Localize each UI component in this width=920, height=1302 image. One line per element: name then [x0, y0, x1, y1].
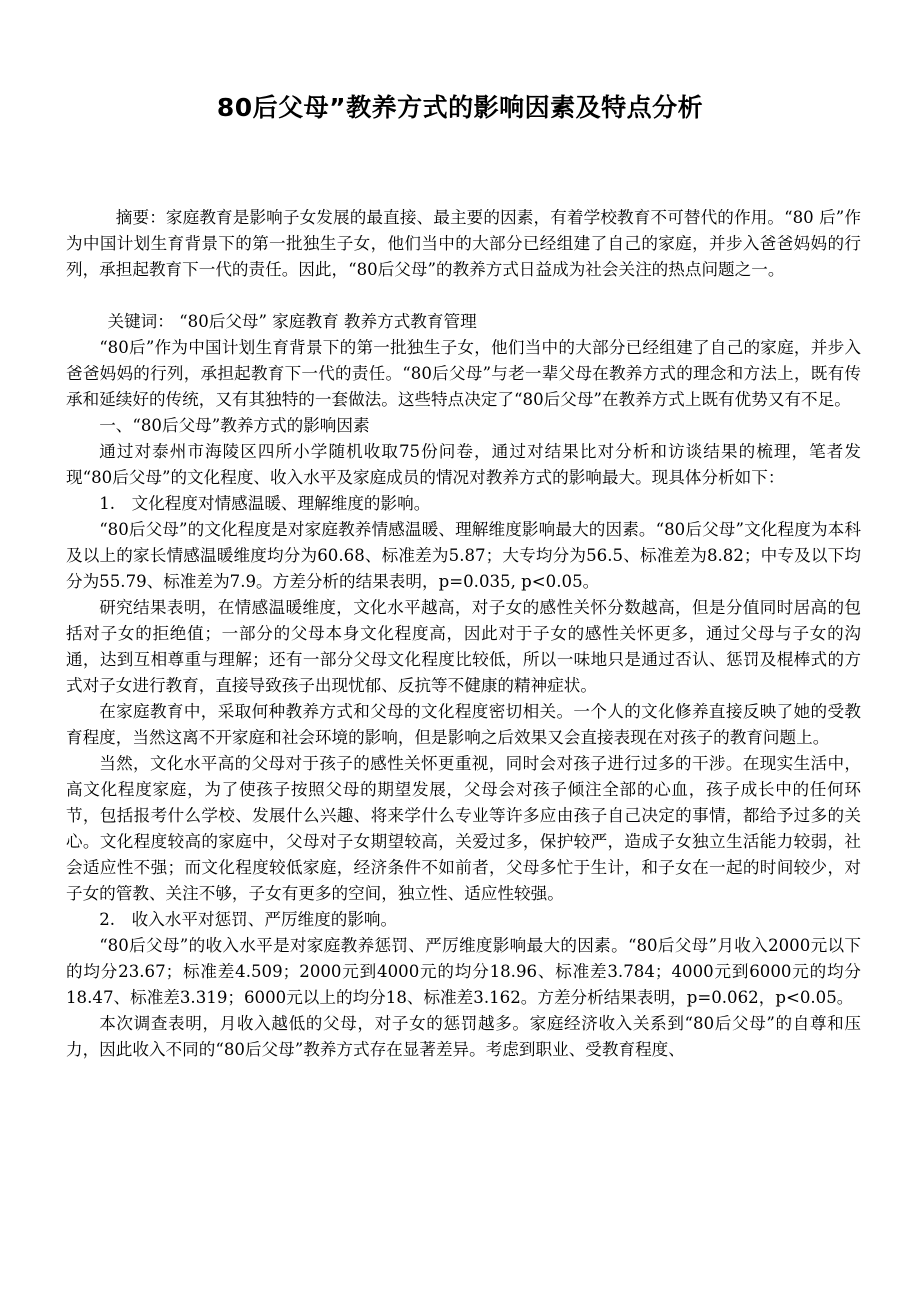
document-title: 80后父母”教养方式的影响因素及特点分析	[216, 93, 704, 122]
body-paragraph: 研究结果表明，在情感温暖维度，文化水平越高，对子女的感性关怀分数越高，但是分值同时居高的包括对子女的拒绝值；一部分的父母本身文化程度高，因此对于子女的感性关怀更多，通过父母与子女的沟通，达到互相尊重与理解；还有一部分父母文化程度比较低，所以一味地只是通过否认、惩罚及棍棒式的方式对子女进行教育，直接导致孩子出现忧郁、反抗等不健康的精神症状。	[66, 598, 861, 695]
body-paragraph: 当然，文化水平高的父母对于孩子的感性关怀更重视，同时会对孩子进行过多的干涉。在现实生活中，高文化程度家庭，为了使孩子按照父母的期望发展，父母会对孩子倾注全部的心血，孩子成长中的任何环节，包括报考什么学校、发展什么兴趣、将来学什么专业等许多应由孩子自己决定的事情，都给予过多的关心。文化程度较高的家庭中，父母对子女期望较高，关爱过多，保护较严，造成子女独立生活能力较弱，社会适应性不强；而文化程度较低家庭，经济条件不如前者，父母多忙于生计，和子女在一起的时间较少，对子女的管教、关注不够，子女有更多的空间，独立性、适应性较强。	[66, 754, 861, 903]
body-paragraph: 通过对泰州市海陵区四所小学随机收取75份问卷，通过对结果比对分析和访谈结果的梳理，笔者发现“80后父母”的文化程度、收入水平及家庭成员的情况对教养方式的影响最大。现具体分析如下：	[66, 442, 861, 487]
body-paragraph: 在家庭教育中，采取何种教养方式和父母的文化程度密切相关。一个人的文化修养直接反映了她的受教育程度，当然这离不开家庭和社会环境的影响，但是影响之后效果又会直接表现在对孩子的教育问题上。	[66, 702, 861, 747]
section-heading-1: 一、“80后父母”教养方式的影响因素	[99, 416, 370, 435]
intro-paragraph: “80后”作为中国计划生育背景下的第一批独生子女，他们当中的大部分已经组建了自己的家庭，并步入爸爸妈妈的行列，承担起教育下一代的责任。“80后父母”与老一辈父母在教养方式的理念和方法上，既有传承和延续好的传统，又有其独特的一套做法。这些特点决定了“80后父母”在教养方式上既有优势又有不足。	[66, 338, 861, 409]
body-paragraph: “80后父母”的文化程度是对家庭教养情感温暖、理解维度影响最大的因素。“80后父母”文化程度为本科及以上的家长情感温暖维度均分为60.68、标准差为5.87；大专均分为56.5、标准差为8.82；中专及以下均分为55.79、标准差为7.9。方差分析的结果表明，p=0.035, p<0.05。	[66, 520, 861, 591]
document-body	[66, 205, 861, 1063]
body-paragraph: “80后父母”的收入水平是对家庭教养惩罚、严厉维度影响最大的因素。“80后父母”月收入2000元以下的均分23.67；标准差4.509；2000元到4000元的均分18.96、标准差3.784；4000元到6000元的均分18.47、标准差3.319；6000元以上的均分18、标准差3.162。方差分析结果表明，p=0.062，p<0.05。	[66, 936, 861, 1007]
abstract-paragraph: 摘要：家庭教育是影响子女发展的最直接、最主要的因素，有着学校教育不可替代的作用。“80 后”作为中国计划生育背景下的第一批独生子女，他们当中的大部分已经组建了自己的家庭，并步入爸爸妈妈的行列，承担起教育下一代的责任。因此，“80后父母”的教养方式日益成为社会关注的热点问题之一。	[66, 208, 861, 279]
keywords-line: 关键词： “80后父母” 家庭教育 教养方式教育管理	[107, 312, 477, 331]
subsection-heading-1: 1. 文化程度对情感温暖、理解维度的影响。	[99, 494, 431, 513]
body-paragraph: 本次调查表明，月收入越低的父母，对子女的惩罚越多。家庭经济收入关系到“80后父母”的自尊和压力，因此收入不同的“80后父母”教养方式存在显著差异。考虑到职业、受教育程度、	[66, 1014, 861, 1059]
subsection-heading-2: 2. 收入水平对惩罚、严厉维度的影响。	[99, 910, 398, 929]
